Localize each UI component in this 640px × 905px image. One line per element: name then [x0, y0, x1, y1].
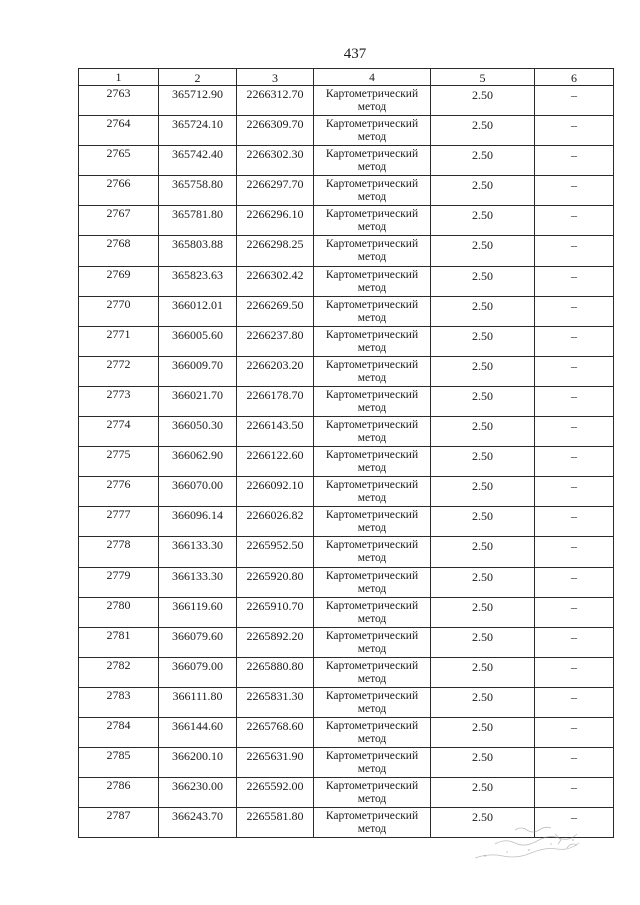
point-number-cell: 2779 — [79, 567, 159, 597]
method-line-2: метод — [357, 492, 387, 505]
method-line-2: метод — [357, 101, 387, 113]
method-line-1: Картометрический — [325, 298, 419, 311]
note-cell: – — [535, 687, 614, 717]
method-cell — [314, 507, 431, 537]
page-number: 437 — [343, 46, 367, 62]
note-cell: – — [535, 326, 614, 356]
table-row — [79, 417, 614, 447]
method-cell — [314, 326, 431, 356]
table-row — [79, 597, 614, 627]
header-col-3: 3 — [237, 69, 314, 86]
method-line-2: метод — [357, 221, 387, 234]
method-line-1: Картометрический — [325, 569, 419, 582]
y-coordinate-cell: 2266122.60 — [237, 447, 314, 477]
x-coordinate-cell: 366243.70 — [159, 808, 237, 838]
accuracy-cell: 2.50 — [431, 567, 535, 597]
method-line-2: метод — [357, 672, 387, 685]
point-number-cell: 2772 — [79, 356, 159, 386]
note-cell: – — [535, 146, 614, 176]
table-row — [79, 326, 614, 356]
note-cell: – — [535, 266, 614, 296]
header-row — [79, 69, 614, 86]
x-coordinate-cell: 365742.40 — [159, 146, 237, 176]
y-coordinate-cell: 2265910.70 — [237, 597, 314, 627]
table-row — [79, 537, 614, 567]
method-line-1: Картометрический — [325, 148, 419, 161]
method-cell — [314, 386, 431, 416]
point-number-cell: 2778 — [79, 537, 159, 567]
note-cell: – — [535, 176, 614, 206]
method-cell — [314, 296, 431, 326]
x-coordinate-cell: 366070.00 — [159, 477, 237, 507]
method-line-1: Картометрический — [325, 479, 419, 492]
method-line-1: Картометрический — [325, 388, 419, 401]
method-line-1: Картометрический — [325, 88, 419, 100]
y-coordinate-cell: 2266312.70 — [237, 86, 314, 116]
table-row — [79, 176, 614, 206]
method-line-1: Картометрический — [325, 599, 419, 612]
point-number-cell: 2785 — [79, 748, 159, 778]
method-line-2: метод — [357, 161, 387, 174]
x-coordinate-cell: 365724.10 — [159, 116, 237, 146]
table-row — [79, 116, 614, 146]
method-line-1: Картометрический — [325, 750, 419, 763]
method-cell — [314, 537, 431, 567]
y-coordinate-cell: 2265631.90 — [237, 748, 314, 778]
x-coordinate-cell: 365803.88 — [159, 236, 237, 266]
method-line-1: Картометрический — [325, 118, 419, 131]
y-coordinate-cell: 2266269.50 — [237, 296, 314, 326]
method-line-1: Картометрический — [325, 268, 419, 281]
note-cell: – — [535, 206, 614, 236]
note-cell: – — [535, 597, 614, 627]
method-line-1: Картометрический — [325, 238, 419, 251]
table-body — [79, 86, 614, 838]
method-line-2: метод — [357, 642, 387, 655]
y-coordinate-cell: 2266309.70 — [237, 116, 314, 146]
accuracy-cell: 2.50 — [431, 808, 535, 838]
y-coordinate-cell: 2265880.80 — [237, 657, 314, 687]
table-row — [79, 296, 614, 326]
point-number-cell: 2782 — [79, 657, 159, 687]
x-coordinate-cell: 365823.63 — [159, 266, 237, 296]
point-number-cell: 2774 — [79, 417, 159, 447]
point-number-cell: 2773 — [79, 386, 159, 416]
method-line-2: метод — [357, 371, 387, 384]
table-row — [79, 356, 614, 386]
accuracy-cell: 2.50 — [431, 266, 535, 296]
table-row — [79, 778, 614, 808]
x-coordinate-cell: 366111.80 — [159, 687, 237, 717]
header-col-1: 1 — [79, 69, 159, 86]
x-coordinate-cell: 366005.60 — [159, 326, 237, 356]
point-number-cell: 2768 — [79, 236, 159, 266]
point-number-cell: 2784 — [79, 717, 159, 747]
point-number-cell: 2767 — [79, 206, 159, 236]
accuracy-cell: 2.50 — [431, 116, 535, 146]
method-line-2: метод — [357, 763, 387, 776]
note-cell: – — [535, 86, 614, 116]
method-line-1: Картометрический — [325, 419, 419, 432]
table-row — [79, 477, 614, 507]
note-cell: – — [535, 537, 614, 567]
method-cell — [314, 597, 431, 627]
method-line-2: метод — [357, 582, 387, 595]
accuracy-cell: 2.50 — [431, 507, 535, 537]
method-cell — [314, 717, 431, 747]
header-col-6: 6 — [535, 69, 614, 86]
accuracy-cell: 2.50 — [431, 748, 535, 778]
note-cell: – — [535, 447, 614, 477]
table-row — [79, 266, 614, 296]
y-coordinate-cell: 2266302.30 — [237, 146, 314, 176]
x-coordinate-cell: 366119.60 — [159, 597, 237, 627]
x-coordinate-cell: 366144.60 — [159, 717, 237, 747]
point-number-cell: 2766 — [79, 176, 159, 206]
x-coordinate-cell: 366012.01 — [159, 296, 237, 326]
faded-stamp-signature-icon — [455, 822, 595, 868]
note-cell: – — [535, 778, 614, 808]
method-line-2: метод — [357, 251, 387, 264]
method-line-1: Картометрический — [325, 629, 419, 642]
accuracy-cell: 2.50 — [431, 778, 535, 808]
accuracy-cell: 2.50 — [431, 206, 535, 236]
accuracy-cell: 2.50 — [431, 326, 535, 356]
table-row — [79, 748, 614, 778]
method-line-2: метод — [357, 702, 387, 715]
accuracy-cell: 2.50 — [431, 386, 535, 416]
method-line-2: метод — [357, 281, 387, 294]
point-number-cell: 2781 — [79, 627, 159, 657]
note-cell: – — [535, 356, 614, 386]
method-line-1: Картометрический — [325, 208, 419, 221]
accuracy-cell: 2.50 — [431, 146, 535, 176]
y-coordinate-cell: 2266092.10 — [237, 477, 314, 507]
table-header — [79, 69, 614, 86]
x-coordinate-cell: 366021.70 — [159, 386, 237, 416]
x-coordinate-cell: 366009.70 — [159, 356, 237, 386]
point-number-cell: 2787 — [79, 808, 159, 838]
point-number-cell: 2765 — [79, 146, 159, 176]
method-cell — [314, 447, 431, 477]
accuracy-cell: 2.50 — [431, 417, 535, 447]
method-cell — [314, 417, 431, 447]
table-row — [79, 236, 614, 266]
header-col-5: 5 — [431, 69, 535, 86]
point-number-cell: 2780 — [79, 597, 159, 627]
method-line-2: метод — [357, 131, 387, 144]
method-cell — [314, 86, 431, 116]
x-coordinate-cell: 365712.90 — [159, 86, 237, 116]
method-line-2: метод — [357, 552, 387, 565]
note-cell: – — [535, 657, 614, 687]
method-line-1: Картометрический — [325, 689, 419, 702]
accuracy-cell: 2.50 — [431, 477, 535, 507]
note-cell: – — [535, 717, 614, 747]
note-cell: – — [535, 236, 614, 266]
method-line-1: Картометрический — [325, 358, 419, 371]
note-cell: – — [535, 477, 614, 507]
accuracy-cell: 2.50 — [431, 687, 535, 717]
point-number-cell: 2776 — [79, 477, 159, 507]
method-cell — [314, 206, 431, 236]
table-row — [79, 146, 614, 176]
table-row — [79, 657, 614, 687]
method-cell — [314, 748, 431, 778]
method-line-1: Картометрический — [325, 328, 419, 341]
table-row — [79, 567, 614, 597]
note-cell: – — [535, 296, 614, 326]
x-coordinate-cell: 366096.14 — [159, 507, 237, 537]
method-cell — [314, 567, 431, 597]
accuracy-cell: 2.50 — [431, 627, 535, 657]
table-row — [79, 627, 614, 657]
table-row — [79, 206, 614, 236]
method-line-2: метод — [357, 793, 387, 806]
point-number-cell: 2786 — [79, 778, 159, 808]
method-line-1: Картометрический — [325, 719, 419, 732]
method-cell — [314, 627, 431, 657]
accuracy-cell: 2.50 — [431, 717, 535, 747]
method-line-1: Картометрический — [325, 659, 419, 672]
x-coordinate-cell: 365781.80 — [159, 206, 237, 236]
method-cell — [314, 176, 431, 206]
table-row — [79, 687, 614, 717]
x-coordinate-cell: 365758.80 — [159, 176, 237, 206]
y-coordinate-cell: 2266297.70 — [237, 176, 314, 206]
header-col-4: 4 — [314, 69, 431, 86]
accuracy-cell: 2.50 — [431, 86, 535, 116]
point-number-cell: 2770 — [79, 296, 159, 326]
method-cell — [314, 477, 431, 507]
y-coordinate-cell: 2265768.60 — [237, 717, 314, 747]
method-line-2: метод — [357, 732, 387, 745]
accuracy-cell: 2.50 — [431, 657, 535, 687]
y-coordinate-cell: 2266203.20 — [237, 356, 314, 386]
method-line-1: Картометрический — [325, 449, 419, 462]
method-line-2: метод — [357, 522, 387, 535]
method-line-2: метод — [357, 191, 387, 204]
y-coordinate-cell: 2266298.25 — [237, 236, 314, 266]
table-row — [79, 507, 614, 537]
note-cell: – — [535, 386, 614, 416]
method-line-2: метод — [357, 823, 387, 836]
header-col-2: 2 — [159, 69, 237, 86]
y-coordinate-cell: 2266026.82 — [237, 507, 314, 537]
method-cell — [314, 116, 431, 146]
method-cell — [314, 236, 431, 266]
point-number-cell: 2775 — [79, 447, 159, 477]
note-cell: – — [535, 507, 614, 537]
y-coordinate-cell: 2265581.80 — [237, 808, 314, 838]
accuracy-cell: 2.50 — [431, 537, 535, 567]
point-number-cell: 2769 — [79, 266, 159, 296]
accuracy-cell: 2.50 — [431, 176, 535, 206]
method-cell — [314, 687, 431, 717]
table-row — [79, 447, 614, 477]
method-cell — [314, 778, 431, 808]
coordinates-table — [78, 68, 614, 838]
y-coordinate-cell: 2266178.70 — [237, 386, 314, 416]
table-row — [79, 86, 614, 116]
point-number-cell: 2763 — [79, 86, 159, 116]
y-coordinate-cell: 2266237.80 — [237, 326, 314, 356]
method-line-1: Картометрический — [325, 539, 419, 552]
x-coordinate-cell: 366050.30 — [159, 417, 237, 447]
method-cell — [314, 657, 431, 687]
method-line-2: метод — [357, 612, 387, 625]
point-number-cell: 2783 — [79, 687, 159, 717]
y-coordinate-cell: 2266296.10 — [237, 206, 314, 236]
point-number-cell: 2764 — [79, 116, 159, 146]
note-cell: – — [535, 116, 614, 146]
table-row — [79, 386, 614, 416]
method-line-2: метод — [357, 401, 387, 414]
method-line-2: метод — [357, 311, 387, 324]
note-cell: – — [535, 627, 614, 657]
note-cell: – — [535, 567, 614, 597]
method-line-1: Картометрический — [325, 178, 419, 191]
x-coordinate-cell: 366079.00 — [159, 657, 237, 687]
method-line-2: метод — [357, 341, 387, 354]
method-cell — [314, 808, 431, 838]
y-coordinate-cell: 2265592.00 — [237, 778, 314, 808]
method-line-2: метод — [357, 432, 387, 445]
note-cell: – — [535, 808, 614, 838]
accuracy-cell: 2.50 — [431, 296, 535, 326]
method-cell — [314, 356, 431, 386]
y-coordinate-cell: 2266143.50 — [237, 417, 314, 447]
accuracy-cell: 2.50 — [431, 236, 535, 266]
y-coordinate-cell: 2265920.80 — [237, 567, 314, 597]
method-line-2: метод — [357, 462, 387, 475]
method-line-1: Картометрический — [325, 509, 419, 522]
accuracy-cell: 2.50 — [431, 356, 535, 386]
method-line-1: Картометрический — [325, 810, 419, 823]
method-line-1: Картометрический — [325, 780, 419, 793]
accuracy-cell: 2.50 — [431, 447, 535, 477]
x-coordinate-cell: 366062.90 — [159, 447, 237, 477]
note-cell: – — [535, 417, 614, 447]
x-coordinate-cell: 366133.30 — [159, 537, 237, 567]
point-number-cell: 2777 — [79, 507, 159, 537]
point-number-cell: 2771 — [79, 326, 159, 356]
x-coordinate-cell: 366133.30 — [159, 567, 237, 597]
table-row — [79, 717, 614, 747]
method-cell — [314, 146, 431, 176]
x-coordinate-cell: 366230.00 — [159, 778, 237, 808]
accuracy-cell: 2.50 — [431, 597, 535, 627]
y-coordinate-cell: 2266302.42 — [237, 266, 314, 296]
x-coordinate-cell: 366079.60 — [159, 627, 237, 657]
method-cell — [314, 266, 431, 296]
y-coordinate-cell: 2265892.20 — [237, 627, 314, 657]
x-coordinate-cell: 366200.10 — [159, 748, 237, 778]
note-cell: – — [535, 748, 614, 778]
y-coordinate-cell: 2265831.30 — [237, 687, 314, 717]
y-coordinate-cell: 2265952.50 — [237, 537, 314, 567]
